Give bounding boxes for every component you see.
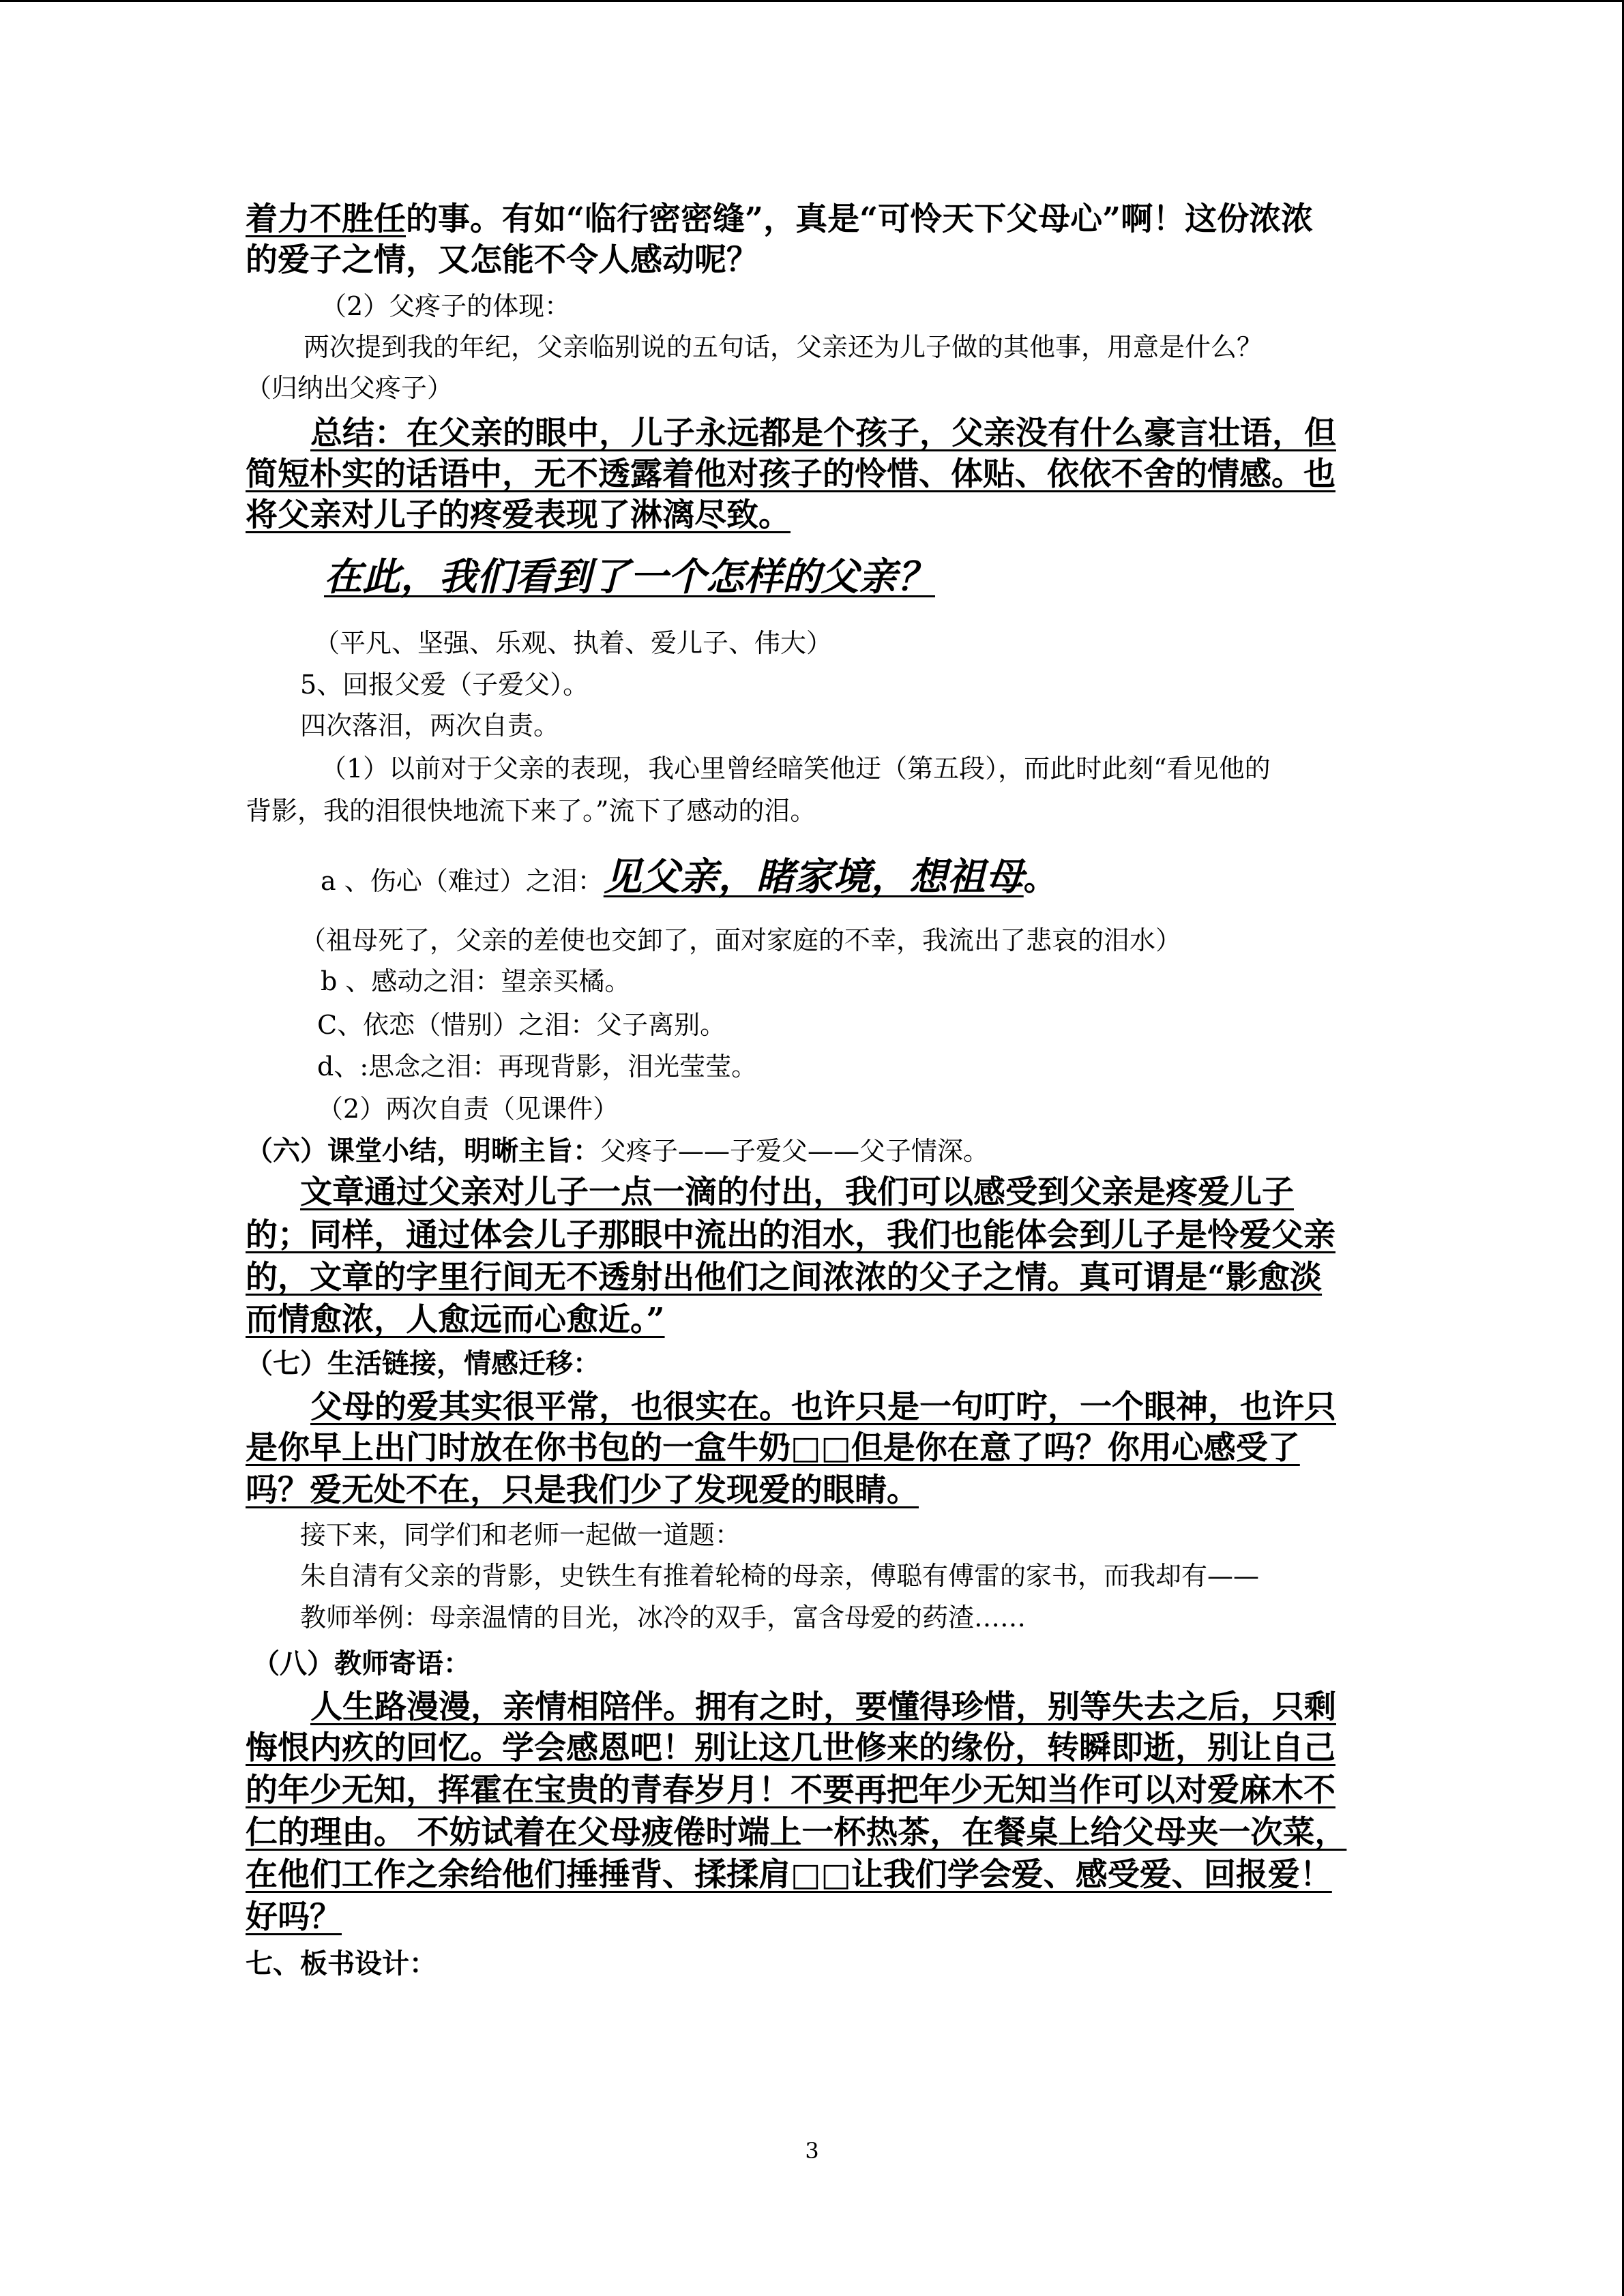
subheading: （2）父疼子的体现： — [321, 291, 571, 321]
summary-line: 总结：在父亲的眼中，儿子永远都是个孩子，父亲没有什么豪言壮语，但 — [310, 415, 1336, 452]
paragraph-line: 的爱子之情，又怎能不令人感动呢？ — [246, 241, 758, 279]
text-segment: 父疼子——子爱父——父子情深。 — [600, 1136, 990, 1166]
paragraph-line: （平凡、坚强、乐观、执着、爱儿子、伟大） — [314, 628, 833, 658]
summary-line: 在他们工作之余给他们捶捶背、揉揉肩□□让我们学会爱、感受爱、回报爱！ — [246, 1856, 1332, 1894]
summary-line: 的，文章的字里行间无不透射出他们之间浓浓的父子之情。真可谓是“影愈淡 — [246, 1259, 1323, 1296]
summary-line: 的；同样，通过体会儿子那眼中流出的泪水，我们也能体会到儿子是怜爱父亲 — [246, 1217, 1335, 1254]
paragraph-line: 接下来，同学们和老师一起做一道题： — [300, 1520, 741, 1550]
list-item: （2）两次自责（见课件） — [317, 1094, 619, 1124]
paragraph-line: 教师举例：母亲温情的目光，冰冷的双手，富含母爱的药渣…… — [300, 1602, 1027, 1632]
text-segment: 的事。有如“临行密密缝”，真是“可怜天下父母心”啊！这份浓浓 — [406, 200, 1314, 238]
section-heading — [246, 1137, 989, 1165]
summary-line: 好吗？ — [246, 1898, 342, 1936]
text-segment: a 、伤心（难过）之泪： — [321, 866, 604, 896]
underlined-phrase: 着力不胜任 — [246, 200, 406, 238]
page-border-top — [0, 0, 1624, 2]
paragraph-line: （1）以前对于父亲的表现，我心里曾经暗笑他迂（第五段），而此时此刻“看见他的 — [321, 754, 1271, 784]
summary-line: 吗？爱无处不在，只是我们少了发现爱的眼睛。 — [246, 1472, 919, 1509]
section-heading: 七、板书设计： — [246, 1948, 437, 1980]
summary-line: 父母的爱其实很平常，也很实在。也许只是一句叮咛，一个眼神，也许只 — [310, 1388, 1336, 1426]
paragraph-line: 两次提到我的年纪，父亲临别说的五句话，父亲还为儿子做的其他事，用意是什么？ — [304, 332, 1263, 362]
summary-line: 的年少无知，挥霍在宝贵的青春岁月！不要再把年少无知当作可以对爱麻木不 — [246, 1772, 1335, 1809]
list-item: C、依恋（惜别）之泪：父子离别。 — [317, 1010, 726, 1040]
section-heading: （八）教师寄语： — [252, 1648, 471, 1680]
text-segment: 。 — [1023, 861, 1056, 898]
summary-line: 将父亲对儿子的疼爱表现了淋漓尽致。 — [246, 496, 791, 534]
paragraph-line: 5、回报父爱（子爱父）。 — [300, 670, 589, 700]
section-heading: （七）生活链接，情感迁移： — [246, 1347, 600, 1380]
list-item: b 、感动之泪：望亲买橘。 — [321, 966, 631, 996]
list-item: d、:思念之泪：再现背影，泪光莹莹。 — [317, 1052, 758, 1082]
paragraph-line — [246, 200, 1314, 238]
paragraph-line — [321, 854, 1056, 899]
summary-line: 文章通过父亲对儿子一点一滴的付出，我们可以感受到父亲是疼爱儿子 — [300, 1174, 1294, 1211]
emphasis-phrase: 见父亲，睹家境，想祖母 — [603, 854, 1024, 899]
summary-line: 是你早上出门时放在你书包的一盒牛奶□□但是你在意了吗？你用心感受了 — [246, 1429, 1300, 1467]
summary-line: 简短朴实的话语中，无不透露着他对孩子的怜惜、体贴、依依不舍的情感。也 — [246, 456, 1335, 493]
page-number: 3 — [805, 2138, 819, 2164]
summary-line: 悔恨内疚的回忆。学会感恩吧！别让这几世修来的缘份，转瞬即逝，别让自己 — [246, 1729, 1335, 1767]
summary-line: 仁的理由。 不妨试着在父母疲倦时端上一杯热茶，在餐桌上给父母夹一次菜， — [246, 1814, 1347, 1851]
paragraph-line: （归纳出父疼子） — [246, 373, 454, 403]
summary-line: 人生路漫漫，亲情相陪伴。拥有之时，要懂得珍惜，别等失去之后，只剩 — [310, 1688, 1336, 1726]
paragraph-line: （祖母死了，父亲的差使也交卸了，面对家庭的不幸，我流出了悲哀的泪水） — [300, 925, 1182, 955]
summary-line: 而情愈浓，人愈远而心愈近。” — [246, 1301, 665, 1339]
paragraph-line: 四次落泪，两次自责。 — [300, 711, 560, 741]
paragraph-line: 朱自清有父亲的背影，史铁生有推着轮椅的母亲，傅聪有傅雷的家书，而我却有—— — [300, 1561, 1260, 1591]
paragraph-line: 背影，我的泪很快地流下来了。”流下了感动的泪。 — [246, 796, 816, 826]
question-heading: 在此，我们看到了一个怎样的父亲？ — [324, 554, 935, 599]
text-segment: （六）课堂小结，明晰主旨： — [246, 1135, 600, 1167]
